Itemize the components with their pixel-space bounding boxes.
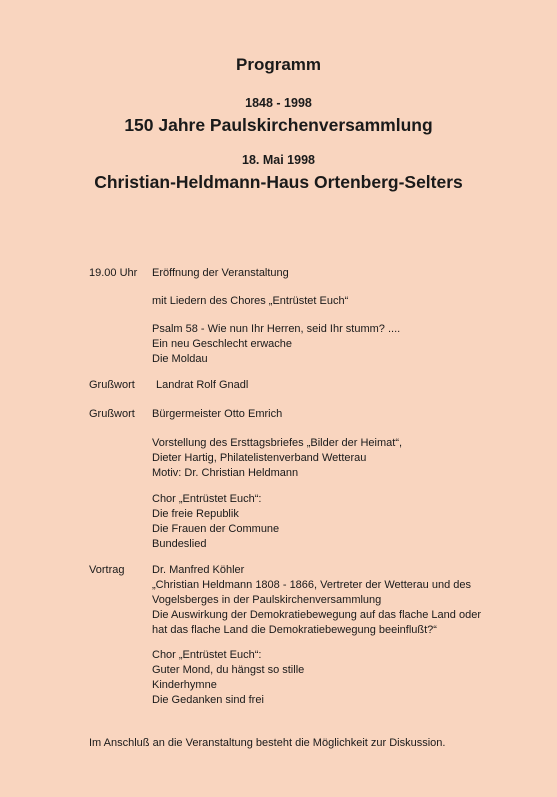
song-item: Die Gedanken sind frei	[152, 694, 264, 706]
event-title: 150 Jahre Paulskirchenversammlung	[124, 115, 433, 135]
song-item: Kinderhymne	[152, 679, 217, 691]
opening-time: 19.00 Uhr	[89, 267, 138, 279]
footer-note: Im Anschluß an die Veranstaltung besteht die Möglichkeit zur Diskussion.	[89, 737, 446, 749]
greeting-speaker: Bürgermeister Otto Emrich	[152, 408, 283, 420]
lecture-label: Vortrag	[89, 564, 125, 576]
song-item: Die Frauen der Commune	[152, 523, 280, 535]
stamp-line: Motiv: Dr. Christian Heldmann	[152, 467, 299, 479]
lecture-speaker: Dr. Manfred Köhler	[152, 564, 245, 576]
date-line: 18. Mai 1998	[242, 153, 315, 167]
song-item: Bundeslied	[152, 538, 207, 550]
lecture-line: „Christian Heldmann 1808 - 1866, Vertreter der Wetterau und des	[152, 579, 471, 591]
page-title: Programm	[235, 55, 322, 74]
lecture-line: Vogelsberges in der Paulskirchenversammlung	[152, 594, 382, 606]
venue-title: Christian-Heldmann-Haus Ortenberg-Selters	[94, 172, 463, 192]
song-item: Guter Mond, du hängst so stille	[152, 664, 305, 676]
years-line: 1848 - 1998	[245, 96, 312, 110]
choir-line: Chor „Entrüstet Euch“:	[152, 493, 262, 505]
greeting-label: Grußwort	[89, 379, 135, 391]
greeting-speaker: Landrat Rolf Gnadl	[156, 379, 249, 391]
song-item: Ein neu Geschlecht erwache	[152, 338, 293, 350]
choir-line: Chor „Entrüstet Euch“:	[152, 649, 262, 661]
choir-intro-text: mit Liedern des Chores „Entrüstet Euch“	[152, 295, 349, 307]
opening-text: Eröffnung der Veranstaltung	[152, 267, 289, 279]
song-item: Die Moldau	[152, 353, 208, 365]
greeting-label: Grußwort	[89, 408, 135, 420]
song-item: Psalm 58 - Wie nun Ihr Herren, seid Ihr stumm? ....	[152, 323, 401, 335]
lecture-line: Die Auswirkung der Demokratiebewegung auf das flache Land oder	[152, 609, 481, 621]
song-item: Die freie Republik	[152, 508, 239, 520]
lecture-line: hat das flache Land die Demokratiebewegung beeinflußt?“	[152, 624, 437, 636]
stamp-line: Dieter Hartig, Philatelistenverband Wetterau	[152, 452, 367, 464]
stamp-line: Vorstellung des Ersttagsbriefes „Bilder der Heimat“,	[152, 437, 403, 449]
